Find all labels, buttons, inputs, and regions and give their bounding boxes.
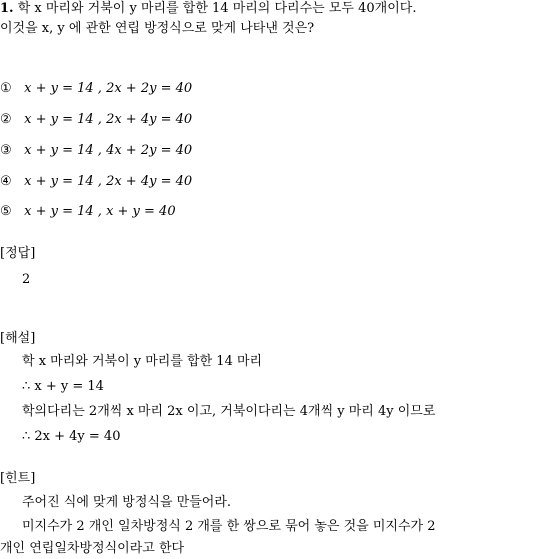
explanation-line-2: ∴ x + y = 14 bbox=[22, 379, 104, 394]
question-number: 1. bbox=[0, 1, 14, 16]
option-text: x + y = 14 , x + y = 40 bbox=[24, 204, 176, 219]
option-mark: ① bbox=[0, 81, 12, 96]
hint-line-2: 미지수가 2 개인 일차방정식 2 개를 한 쌍으로 묶어 놓은 것을 미지수가 2 bbox=[22, 519, 436, 534]
option-mark: ② bbox=[0, 112, 12, 127]
hint-header: [힌트] bbox=[0, 471, 36, 486]
explanation-line-1: 학 x 마리와 거북이 y 마리를 합한 14 마리 bbox=[22, 354, 263, 369]
option-mark: ④ bbox=[0, 174, 12, 189]
explanation-line-3: 학의다리는 2개씩 x 마리 2x 이고, 거북이다리는 4개씩 y 마리 4y 이므로 bbox=[22, 404, 436, 419]
option-text: x + y = 14 , 2x + 2y = 40 bbox=[24, 81, 193, 96]
explanation-line-4: ∴ 2x + 4y = 40 bbox=[22, 429, 121, 444]
option-3[interactable] bbox=[0, 142, 192, 160]
option-text: x + y = 14 , 4x + 2y = 40 bbox=[24, 143, 193, 158]
option-4[interactable] bbox=[0, 173, 192, 191]
question-line-1 bbox=[0, 0, 416, 18]
hint-line-1: 주어진 식에 맞게 방정식을 만들어라. bbox=[22, 495, 232, 510]
option-2[interactable] bbox=[0, 111, 192, 129]
answer-value: 2 bbox=[22, 272, 31, 287]
option-mark: ③ bbox=[0, 143, 12, 158]
option-text: x + y = 14 , 2x + 4y = 40 bbox=[24, 112, 193, 127]
question-text-1: 학 x 마리와 거북이 y 마리를 합한 14 마리의 다리수는 모두 40개이다. bbox=[17, 1, 417, 16]
question-line-2: 이것을 x, y 에 관한 연립 방정식으로 맞게 나타낸 것은? bbox=[0, 21, 315, 36]
option-mark: ⑤ bbox=[0, 204, 12, 219]
option-1[interactable] bbox=[0, 80, 192, 98]
answer-header: [정답] bbox=[0, 246, 36, 261]
option-5[interactable] bbox=[0, 203, 176, 221]
option-text: x + y = 14 , 2x + 4y = 40 bbox=[24, 174, 193, 189]
hint-line-3: 개인 연립일차방정식이라고 한다 bbox=[0, 541, 185, 556]
explanation-header: [해설] bbox=[0, 331, 36, 346]
